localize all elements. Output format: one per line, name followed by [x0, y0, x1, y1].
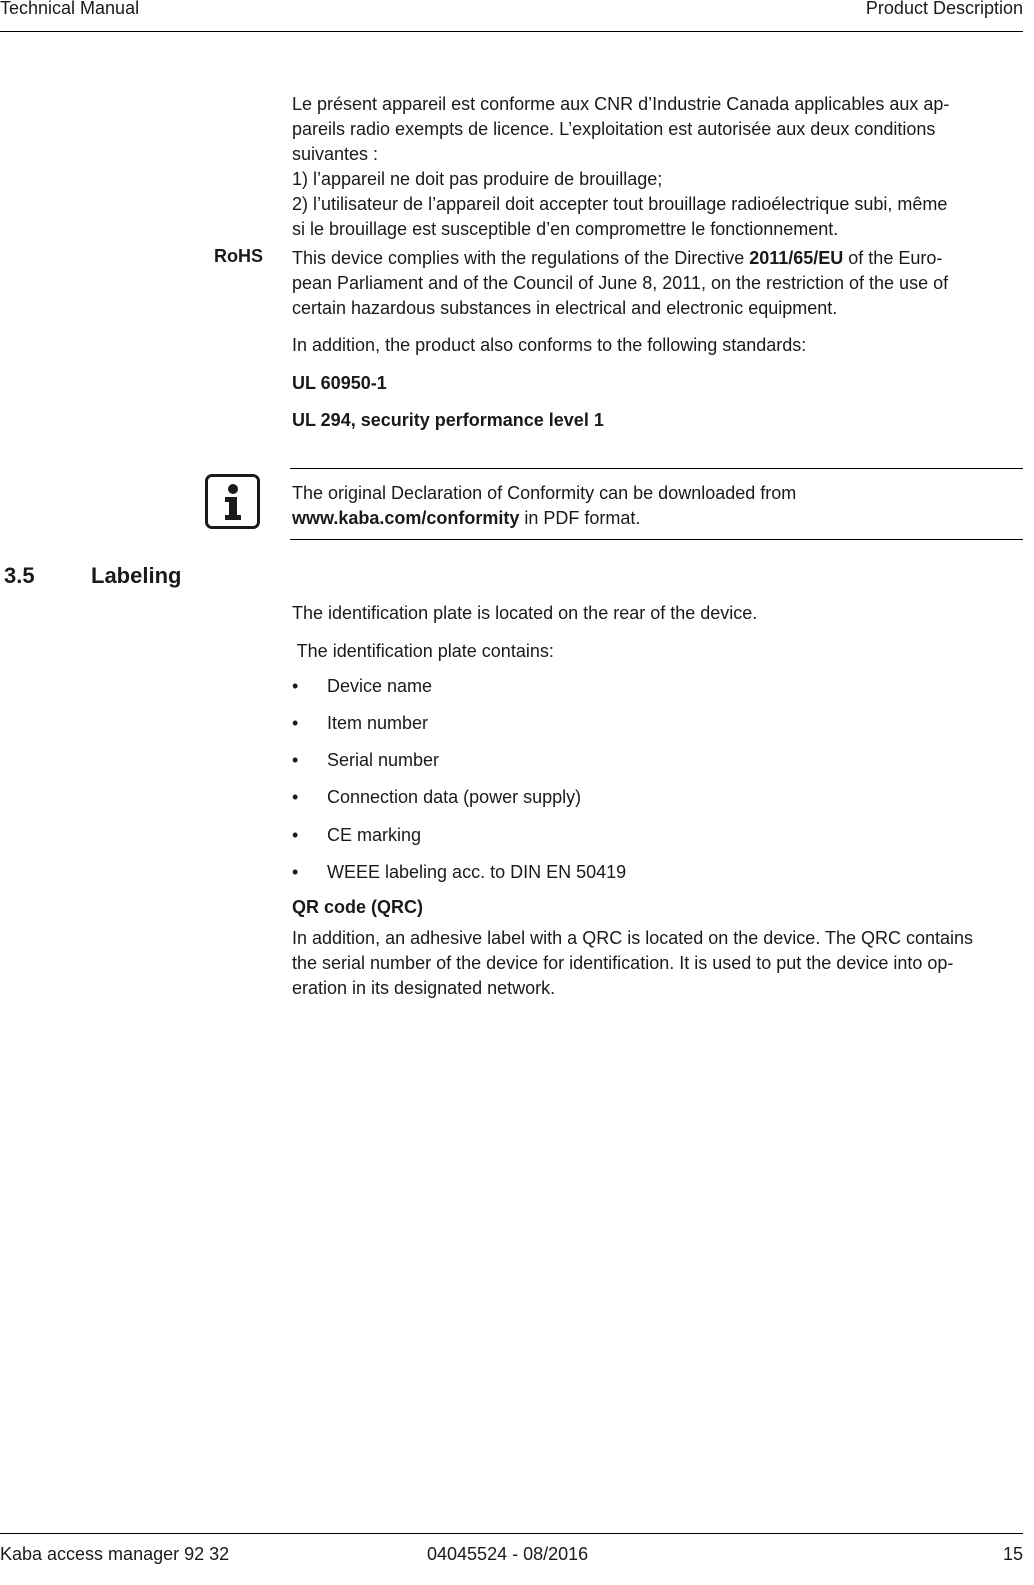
list-item-text: Connection data (power supply)	[327, 787, 582, 807]
footer-doc-number: 04045524 - 08/2016	[427, 1544, 589, 1564]
standard-ul294: UL 294, security performance level 1	[292, 410, 604, 430]
rohs-line-1-pre: This device complies with the regulations of the Directive	[292, 248, 750, 268]
qr-heading: QR code (QRC)	[292, 897, 424, 917]
footer-product: Kaba access manager 92 32	[0, 1544, 230, 1564]
labeling-contains: The identification plate contains:	[292, 641, 554, 661]
list-item-text: Item number	[327, 713, 429, 733]
french-line: pareils radio exempts de licence. L’exploitation est autorisée aux deux conditions	[292, 119, 936, 139]
section-title: Labeling	[91, 563, 182, 588]
info-icon	[205, 474, 260, 529]
conformity-note	[290, 468, 1023, 540]
bullet-mark: •	[292, 676, 299, 696]
note-line-2-post: in PDF format.	[519, 508, 641, 528]
rohs-line-2: pean Parliament and of the Council of June 8, 2011, on the restriction of the use of	[292, 273, 949, 293]
qr-line: eration in its designated network.	[292, 978, 556, 998]
bullet-mark: •	[292, 825, 299, 845]
list-item-text: Device name	[327, 676, 433, 696]
bullet-mark: •	[292, 713, 299, 733]
qr-line: In addition, an adhesive label with a QRC is located on the device. The QRC contains	[292, 928, 974, 948]
note-text	[292, 481, 796, 531]
french-compliance-paragraph	[292, 92, 1014, 242]
bullet-mark: •	[292, 862, 299, 882]
french-line: 2) l’utilisateur de l’appareil doit accepter tout brouillage radioélectrique subi, même	[292, 194, 948, 214]
bullet-mark: •	[292, 787, 299, 807]
french-line: si le brouillage est susceptible d’en compromettre le fonctionnement.	[292, 219, 839, 239]
header-section-title: Product Description	[865, 0, 1023, 18]
standards-intro: In addition, the product also conforms to the following standards:	[292, 335, 807, 355]
directive-number: 2011/65/EU	[749, 248, 844, 268]
bullet-mark: •	[292, 750, 299, 770]
header-manual-title: Technical Manual	[0, 0, 140, 18]
page-footer	[0, 1533, 1023, 1564]
list-item-text: CE marking	[327, 825, 422, 845]
rohs-line-3: certain hazardous substances in electrical and electronic equipment.	[292, 298, 838, 318]
rohs-line-1	[292, 246, 1014, 271]
note-line-1: The original Declaration of Conformity can be downloaded from	[292, 483, 797, 503]
page-header	[0, 0, 1023, 32]
list-item-text: WEEE labeling acc. to DIN EN 50419	[327, 862, 627, 882]
list-item-text: Serial number	[327, 750, 440, 770]
footer-page-number: 15	[1002, 1544, 1023, 1564]
qr-line: the serial number of the device for identification. It is used to put the device into op-	[292, 953, 954, 973]
note-line-2	[292, 506, 796, 531]
french-line: suivantes :	[292, 144, 379, 164]
qr-paragraph	[292, 926, 1014, 1001]
rohs-paragraph	[292, 246, 1014, 321]
conformity-link[interactable]: www.kaba.com/conformity	[292, 508, 520, 528]
section-number: 3.5	[4, 563, 35, 588]
french-line: 1) l’appareil ne doit pas produire de brouillage;	[292, 169, 663, 189]
rohs-label: RoHS	[214, 246, 263, 266]
labeling-intro: The identification plate is located on the rear of the device.	[292, 603, 758, 623]
french-line: Le présent appareil est conforme aux CNR d’Industrie Canada applicables aux ap-	[292, 94, 950, 114]
rohs-line-1-post: of the Euro-	[843, 248, 943, 268]
standard-ul60950: UL 60950-1	[292, 373, 387, 393]
